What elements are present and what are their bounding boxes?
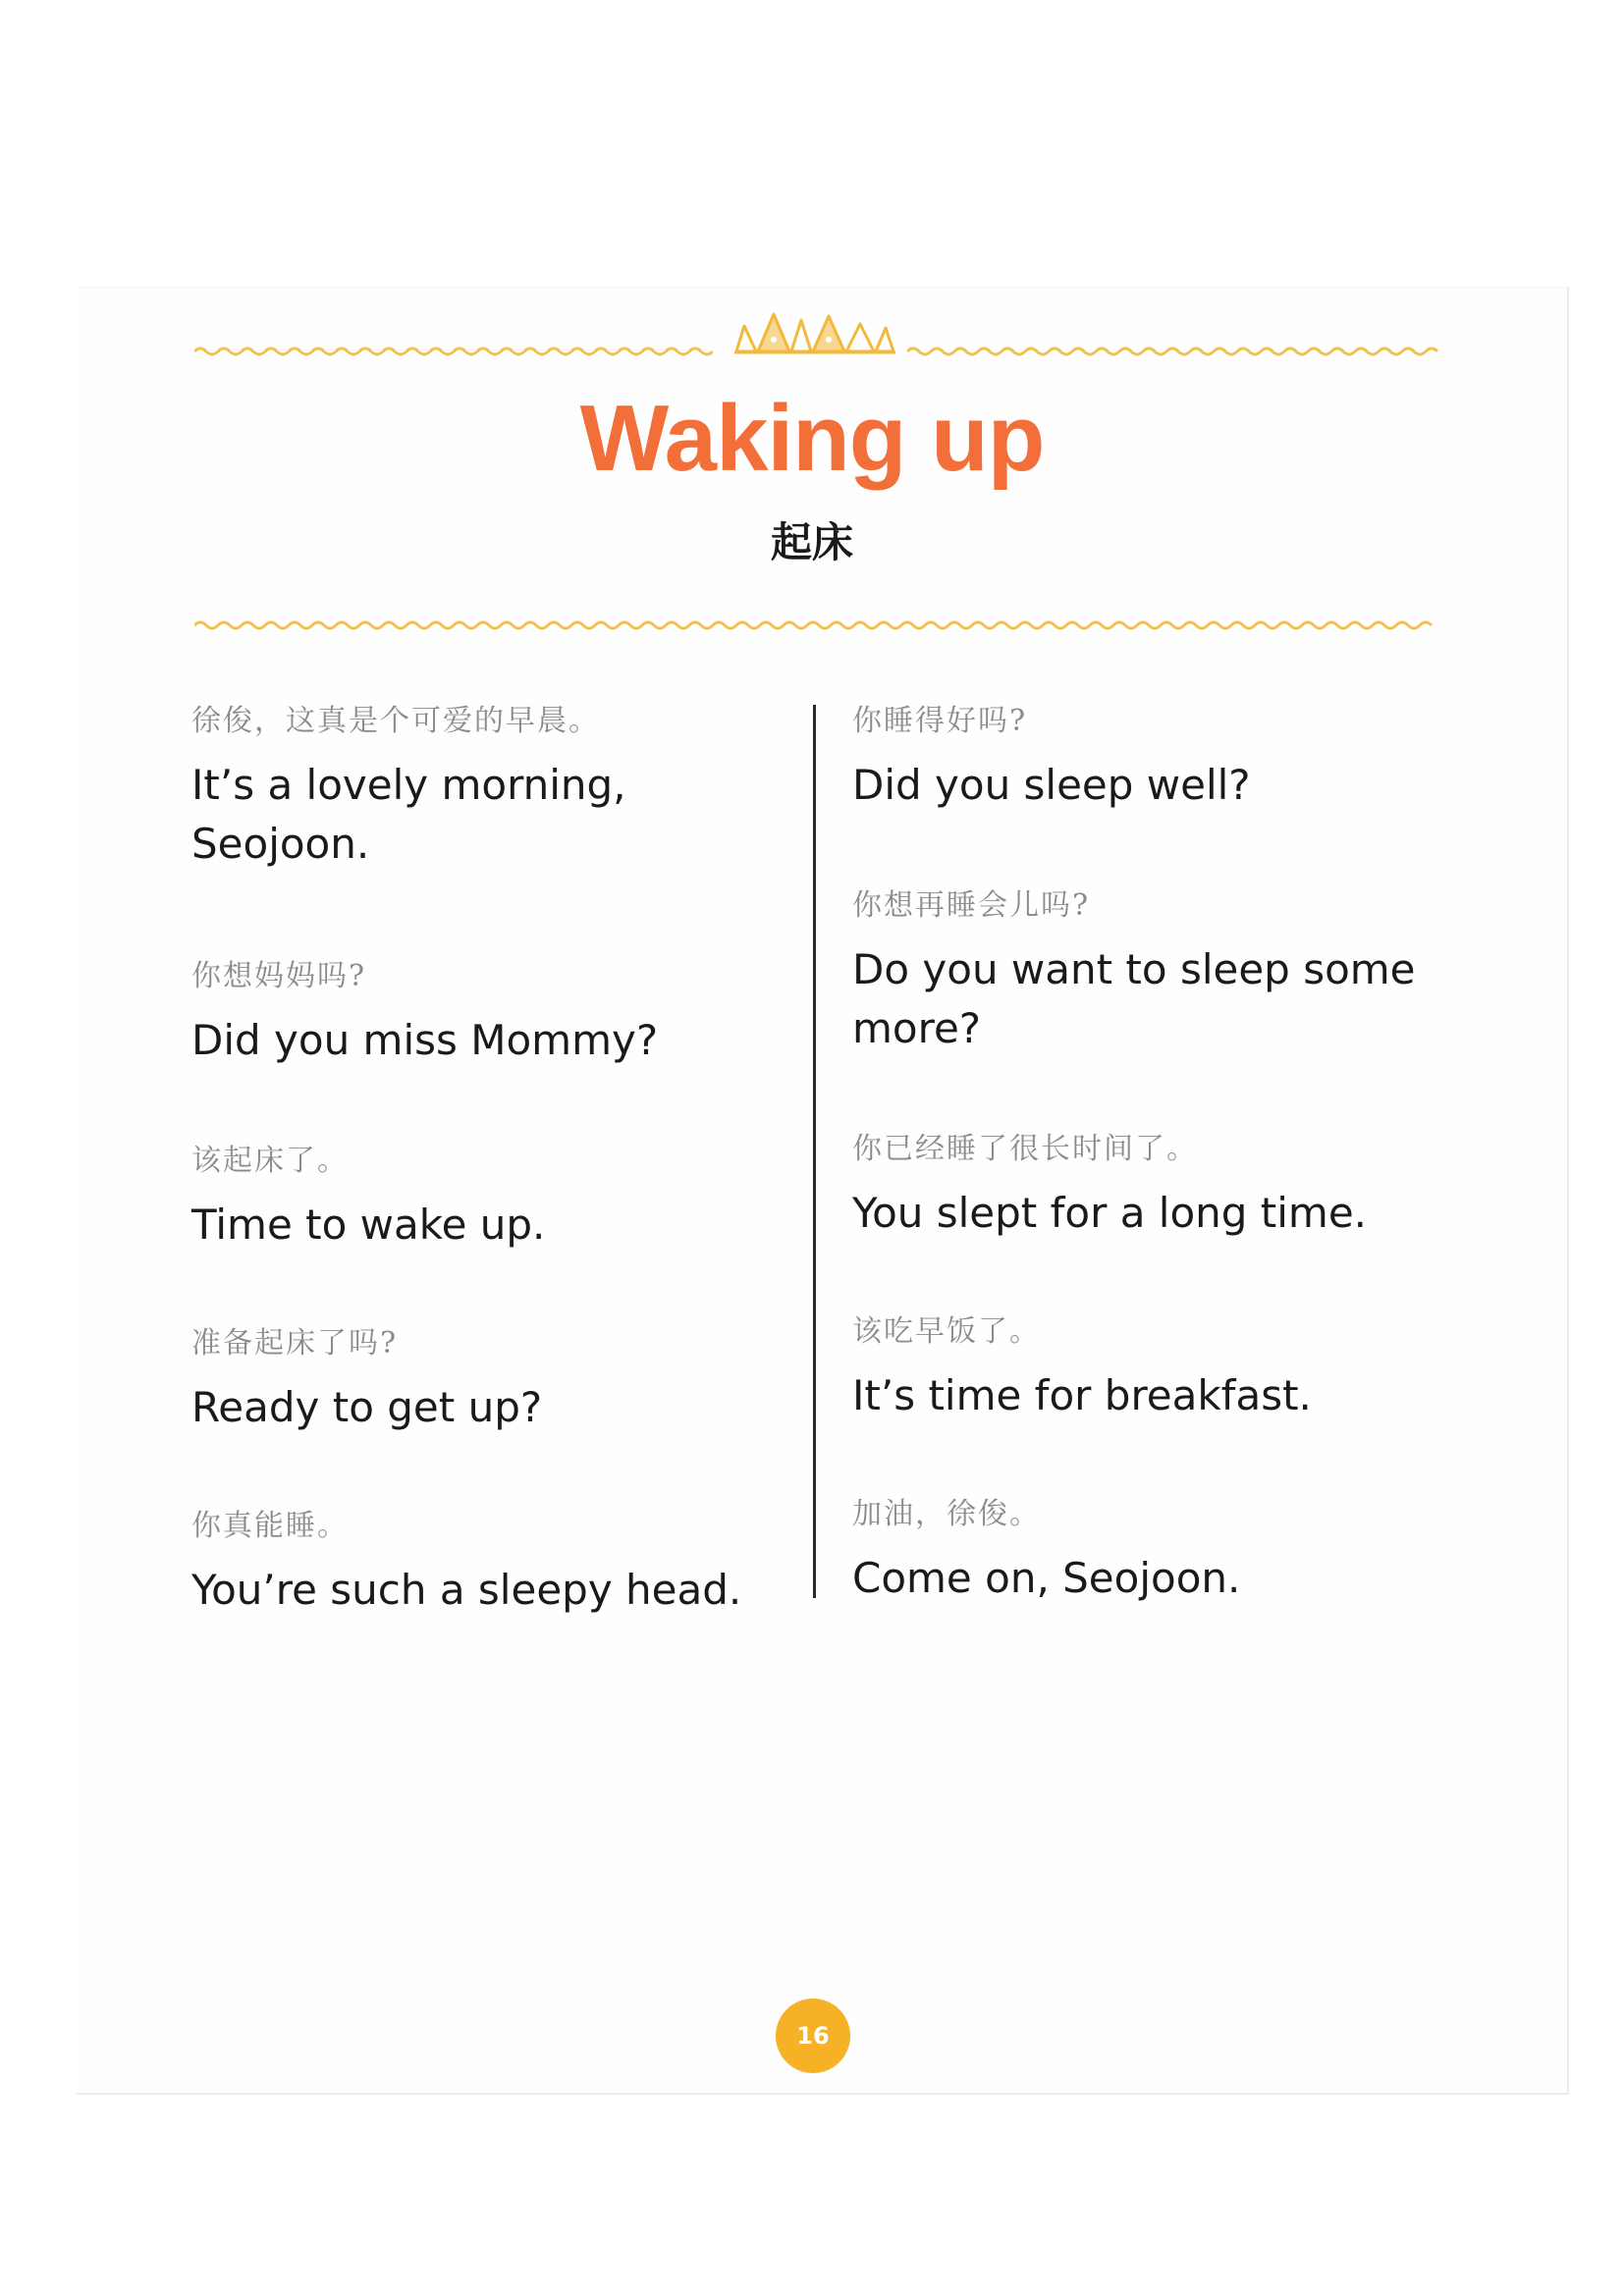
- left-phrase-column: [191, 701, 781, 1620]
- page-number-badge: 16: [776, 1999, 850, 2073]
- crown-icon: [731, 306, 897, 359]
- wave-line-graphic: [194, 342, 713, 361]
- page-subtitle: 起床: [770, 518, 853, 566]
- phrase-english: It’s a lovely morning, Seojoon.: [191, 761, 626, 868]
- right-phrase-column: [852, 701, 1441, 1608]
- phrase-item: [191, 1506, 781, 1620]
- phrase-english: Did you miss Mommy?: [191, 1016, 659, 1064]
- crown-graphic: [731, 306, 897, 359]
- wave-line-graphic: [194, 615, 1441, 635]
- phrase-english: Do you want to sleep some more?: [852, 945, 1416, 1052]
- wave-path: [194, 348, 713, 354]
- phrase-item: [852, 1494, 1441, 1608]
- column-divider: [813, 705, 816, 1598]
- phrase-chinese: 该起床了。: [191, 1144, 349, 1178]
- phrase-english: Did you sleep well?: [852, 761, 1251, 809]
- phrase-item: [852, 701, 1441, 885]
- phrase-english: You’re such a sleepy head.: [191, 1566, 742, 1614]
- phrase-english: You slept for a long time.: [852, 1189, 1368, 1237]
- wavy-divider-top-left: [194, 342, 713, 361]
- wave-path: [907, 348, 1437, 354]
- wave-path: [194, 622, 1432, 628]
- phrase-item: [191, 701, 781, 956]
- wavy-divider-top-right: [907, 342, 1441, 361]
- phrase-chinese: 加油，徐俊。: [852, 1497, 1041, 1531]
- phrase-chinese: 徐俊，这真是个可爱的早晨。: [191, 704, 600, 738]
- phrase-item: [191, 1141, 781, 1323]
- phrase-chinese: 你已经睡了很长时间了。: [852, 1132, 1198, 1166]
- phrase-item: [852, 1129, 1441, 1311]
- phrase-chinese: 你睡得好吗?: [852, 704, 1028, 738]
- wave-line-graphic: [907, 342, 1441, 361]
- phrase-chinese: 你想再睡会儿吗?: [852, 888, 1091, 923]
- phrase-item: [852, 885, 1441, 1129]
- phrase-english: It’s time for breakfast.: [852, 1371, 1312, 1419]
- phrase-item: [191, 1323, 781, 1506]
- phrase-english: Come on, Seojoon.: [852, 1554, 1241, 1602]
- phrase-chinese: 准备起床了吗?: [191, 1326, 399, 1361]
- wavy-divider-bottom: [194, 615, 1441, 635]
- phrase-english: Time to wake up.: [191, 1201, 546, 1249]
- phrase-chinese: 你真能睡。: [191, 1509, 349, 1543]
- page-title: Waking up: [579, 386, 1045, 491]
- phrase-english: Ready to get up?: [191, 1383, 543, 1431]
- phrase-item: [191, 956, 781, 1141]
- phrase-chinese: 该吃早饭了。: [852, 1314, 1041, 1349]
- phrase-item: [852, 1311, 1441, 1494]
- phrase-chinese: 你想妈妈吗?: [191, 959, 367, 993]
